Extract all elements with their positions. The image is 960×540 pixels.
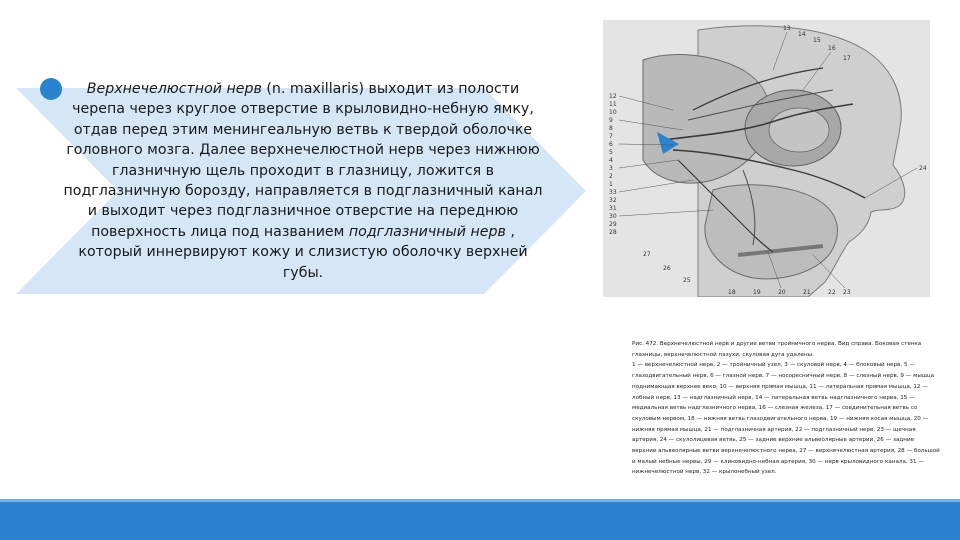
fig-label: 28 (609, 229, 617, 236)
figure-caption (632, 339, 940, 478)
anatomy-illustration (603, 20, 930, 297)
fig-label: 25 (683, 277, 691, 284)
term-infraorbital-nerve: подглазничный нерв (348, 223, 506, 240)
fig-label: 32 (609, 197, 617, 204)
fig-label: 1 (609, 181, 613, 188)
caption-legend: 1 — верхнечелюстной нерв, 2 — тройничный узел, 3 — скуловой нерв, 4 — блоковый нерв, 5 — глазодвигательный нерв, 6 — глазной нерв, 7 — носоресничный нерв, 8 — слезный нерв, 9 — мышца поднимающая верхнее веко, 10 — верхняя прямая мышца, 11 — латеральная прямая мышца, 12 — лобный нерв, 13 — надглазничный нерв, 14 — латеральная ветвь надглазничного нерва, 15 — медиальная ветвь надглазничного нерва, 16 — слезная железа, 17 — соединительная ветвь со скуловым нервом, 18 — нижняя ветвь глазодвигательного нерва, 19 — нижняя косая мышца, 20 — нижняя прямая мышца, 21 — подглазничная артерия, 22 — подглазничный нерв, 23 — щечная артерия, 24 — скулолицевая ветвь, 25 — задние верхние альвеолярные артерии, 26 — задние верхние альвеолярные ветви верхнечелюстного нерва, 27 — верхнечелюстная артерия, 28 — большой и малый небные нервы, 29 — клиновидно-небная артерия, 30 — нерв крыловидного канала, 31 — нижнечелюстной нерв, 32 — крылонебный узел. (632, 362, 940, 476)
fig-label: 27 (643, 251, 651, 258)
footer-top-line (0, 499, 960, 502)
caption-title: Рис. 472. Верхнечелюстной нерв и другие ветви тройничного нерва. Вид справа. Боковая стенка глазницы, верхнечелюстной пазухи, скуловая дуга удалены. (632, 341, 922, 358)
fig-label: 10 (609, 109, 617, 116)
body-text-part1: (n. maxillaris) выходит из полости черепа через круглое отверстие в крыловидно-небную ямку, отдав перед этим менингеальную ветвь к твердой оболочке головного мозга. Далее верхнечелюстной нерв через нижнюю глазничную щель проходит в глазницу, ложится в подглазничную борозду, направляется в подглазничный канал и выходит через подглазничное отверстие на переднюю поверхность лица под названием (63, 81, 543, 240)
term-maxillary-nerve: Верхнечелюстной нерв (86, 81, 262, 97)
fig-label: 33 (609, 189, 617, 196)
bullet-circle (40, 78, 62, 100)
fig-label: 18 (728, 289, 736, 296)
fig-label: 8 (609, 125, 613, 132)
anatomy-drawing (603, 20, 930, 297)
fig-label: 11 (609, 101, 617, 108)
fig-label: 23 (843, 289, 851, 296)
fig-label: 16 (828, 45, 836, 52)
fig-label: 29 (609, 221, 617, 228)
fig-label: 31 (609, 205, 617, 212)
fig-label: 9 (609, 117, 613, 124)
fig-label: 15 (813, 37, 821, 44)
footer-bar (0, 499, 960, 540)
fig-label: 17 (843, 55, 851, 62)
fig-label: 13 (783, 25, 791, 32)
fig-label: 12 (609, 93, 617, 100)
fig-label: 7 (609, 133, 613, 140)
fig-label: 22 (828, 289, 836, 296)
fig-label: 5 (609, 149, 613, 156)
fig-label: 30 (609, 213, 617, 220)
fig-label: 24 (919, 165, 927, 172)
fig-label: 20 (778, 289, 786, 296)
fig-label: 21 (803, 289, 811, 296)
body-text-part2: , который иннервируют кожу и слизистую оболочку верхней губы. (78, 223, 528, 281)
body-paragraph (62, 79, 544, 283)
fig-label: 4 (609, 157, 613, 164)
fig-label: 6 (609, 141, 613, 148)
fig-label: 14 (798, 31, 806, 38)
fig-label: 19 (753, 289, 761, 296)
fig-label: 3 (609, 165, 613, 172)
fig-label: 2 (609, 173, 613, 180)
fig-label: 26 (663, 265, 671, 272)
